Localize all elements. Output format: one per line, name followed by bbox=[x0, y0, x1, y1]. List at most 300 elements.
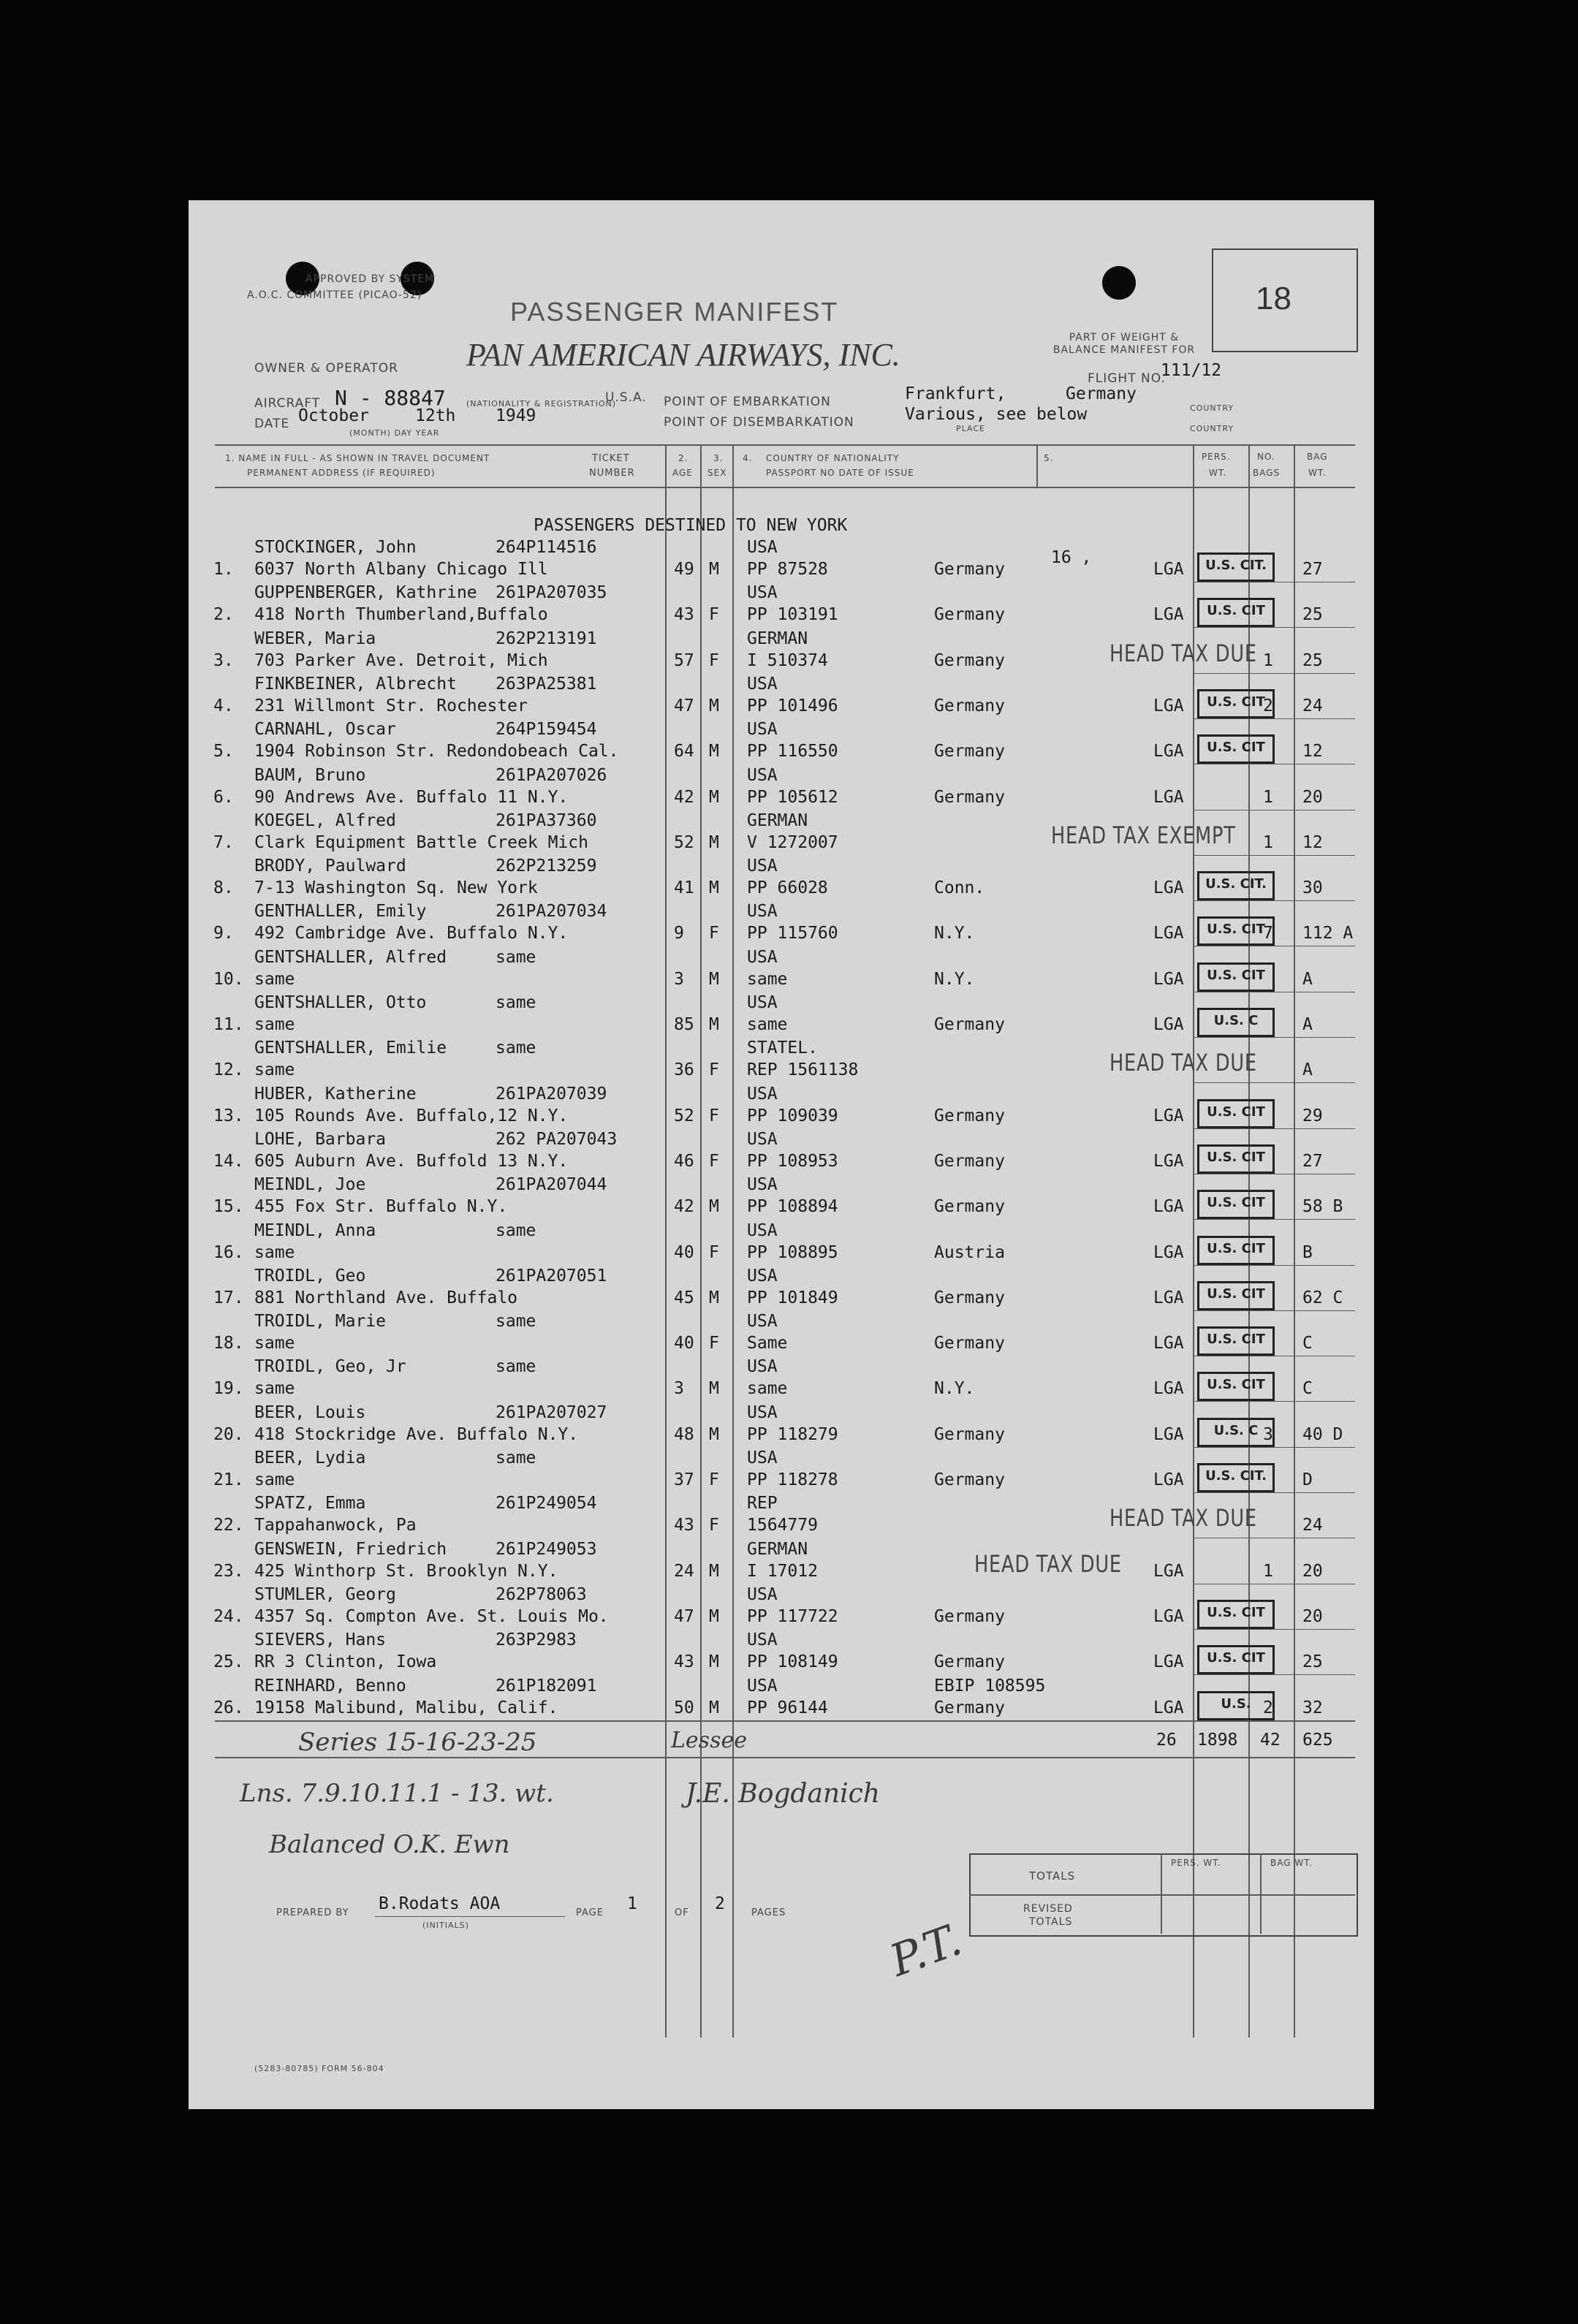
passenger-sex: M bbox=[709, 969, 719, 989]
airport-code: LGA bbox=[1153, 1652, 1184, 1672]
head-tax-stamp: HEAD TAX DUE bbox=[1109, 639, 1257, 667]
part-of-label: PART OF WEIGHT & BALANCE MANIFEST FOR bbox=[1052, 332, 1196, 356]
bag-weight: 62 C bbox=[1302, 1288, 1343, 1307]
total-passenger-count: 26 bbox=[1156, 1731, 1177, 1750]
bag-weight: 27 bbox=[1302, 1151, 1323, 1171]
airport-code: LGA bbox=[1153, 1698, 1184, 1717]
destination: Germany bbox=[934, 696, 1005, 715]
row-separator bbox=[1193, 1629, 1355, 1630]
bag-weight: 20 bbox=[1302, 1606, 1323, 1626]
bag-count: 7 bbox=[1263, 924, 1273, 943]
citizenship-stamp: U.S. CIT bbox=[1197, 1281, 1275, 1310]
committee-note: A.O.C. COMMITTEE (PICAO-52) bbox=[247, 289, 422, 301]
row-number: 7. bbox=[213, 832, 234, 852]
passenger-name: FINKBEINER, Albrecht bbox=[254, 674, 457, 694]
passenger-address: same bbox=[254, 1334, 295, 1353]
destination: Germany bbox=[934, 1652, 1005, 1672]
passport-number: I 510374 bbox=[747, 650, 828, 670]
passenger-sex: F bbox=[709, 924, 719, 943]
passport-number: PP 115760 bbox=[747, 924, 838, 943]
airport-code: LGA bbox=[1153, 1470, 1184, 1489]
destination: Germany bbox=[934, 1106, 1005, 1125]
ticket-number: same bbox=[496, 1448, 536, 1467]
passenger-address: Clark Equipment Battle Creek Mich bbox=[254, 832, 588, 852]
row-number: 2. bbox=[213, 605, 234, 625]
passenger-name: GENTSHALLER, Otto bbox=[254, 993, 427, 1012]
date-year: 1949 bbox=[496, 406, 536, 425]
row-number: 8. bbox=[213, 878, 234, 898]
passenger-address: 418 North Thumberland,Buffalo bbox=[254, 605, 548, 625]
passenger-age: 37 bbox=[674, 1470, 694, 1489]
ticket-number: 261PA37360 bbox=[496, 810, 597, 830]
row-number: 15. bbox=[213, 1197, 244, 1217]
aircraft-registration: N - 88847 bbox=[335, 386, 446, 410]
destination: Germany bbox=[934, 605, 1005, 625]
passenger-age: 47 bbox=[674, 1606, 694, 1626]
airport-code: LGA bbox=[1153, 1106, 1184, 1125]
passenger-address: 1904 Robinson Str. Redondobeach Cal. bbox=[254, 742, 619, 762]
destination: Germany bbox=[934, 1470, 1005, 1489]
embarkation-label: POINT OF EMBARKATION bbox=[664, 395, 831, 409]
handwritten-series-note: Series 15-16-23-25 bbox=[298, 1728, 537, 1757]
passenger-age: 85 bbox=[674, 1015, 694, 1034]
passenger-address: Tappahanwock, Pa bbox=[254, 1516, 417, 1535]
col-bagwt-header: WT. bbox=[1308, 468, 1327, 478]
passenger-name: WEBER, Maria bbox=[254, 629, 376, 648]
ticket-number: 261P249054 bbox=[496, 1494, 597, 1514]
row-number: 22. bbox=[213, 1516, 244, 1535]
citizenship-stamp: U.S. C bbox=[1197, 1008, 1275, 1037]
nationality: GERMAN bbox=[747, 629, 808, 648]
ticket-number: 263P2983 bbox=[496, 1630, 577, 1650]
page-label: PAGE bbox=[576, 1907, 604, 1918]
passenger-age: 48 bbox=[674, 1424, 694, 1444]
passenger-name: MEINDL, Anna bbox=[254, 1220, 376, 1240]
passenger-name: LOHE, Barbara bbox=[254, 1129, 387, 1149]
row-number: 6. bbox=[213, 787, 234, 807]
usa-label: U.S.A. bbox=[605, 390, 647, 405]
airport-code: LGA bbox=[1153, 787, 1184, 807]
airport-code: LGA bbox=[1153, 1015, 1184, 1034]
ticket-number: 264P159454 bbox=[496, 720, 597, 740]
rule-pers bbox=[1193, 444, 1194, 2038]
of-label: OF bbox=[675, 1907, 689, 1918]
ticket-number: same bbox=[496, 1220, 536, 1240]
row-note: 16 , bbox=[1051, 548, 1092, 567]
head-tax-stamp: HEAD TAX DUE bbox=[1109, 1504, 1257, 1533]
totals-label: TOTALS bbox=[1029, 1869, 1076, 1883]
revised-label: REVISED bbox=[1023, 1903, 1073, 1915]
citizenship-stamp: U.S. CIT bbox=[1197, 1372, 1275, 1401]
prepared-by-label: PREPARED BY bbox=[276, 1907, 349, 1918]
col-address-header: PERMANENT ADDRESS (IF REQUIRED) bbox=[247, 468, 436, 478]
passenger-address: 425 Winthorp St. Brooklyn N.Y. bbox=[254, 1561, 558, 1581]
ticket-number: same bbox=[496, 1038, 536, 1058]
nationality: USA bbox=[747, 720, 778, 740]
handwritten-margin-mark: P.T. bbox=[883, 1914, 968, 1987]
ticket-number: 262P213259 bbox=[496, 857, 597, 876]
airport-code: LGA bbox=[1153, 696, 1184, 715]
passenger-address: 7-13 Washington Sq. New York bbox=[254, 878, 538, 898]
airport-code: LGA bbox=[1153, 560, 1184, 579]
bag-wt-label: BAG WT. bbox=[1270, 1858, 1313, 1868]
bag-weight: D bbox=[1302, 1470, 1313, 1489]
nationality: USA bbox=[747, 1312, 778, 1332]
country-label-2: COUNTRY bbox=[1190, 424, 1234, 433]
bag-weight: A bbox=[1302, 1060, 1313, 1080]
disembarkation-label: POINT OF DISEMBARKATION bbox=[664, 415, 854, 430]
date-day: 12th bbox=[415, 406, 456, 425]
destination: Germany bbox=[934, 560, 1005, 579]
row-number: 4. bbox=[213, 696, 234, 715]
row-number: 16. bbox=[213, 1242, 244, 1262]
revised-totals-label: TOTALS bbox=[1029, 1916, 1073, 1928]
nationality: REP bbox=[747, 1494, 778, 1514]
date-sublabels: (MONTH) DAY YEAR bbox=[349, 428, 440, 438]
bag-count: 2 bbox=[1263, 1698, 1273, 1717]
bag-weight: 20 bbox=[1302, 787, 1323, 807]
passenger-name: HUBER, Katherine bbox=[254, 1084, 417, 1104]
destined-header: PASSENGERS DESTINED TO NEW YORK bbox=[534, 516, 848, 535]
ticket-number: 261PA207044 bbox=[496, 1175, 607, 1195]
citizenship-stamp: U.S. CIT bbox=[1197, 1099, 1275, 1128]
citizenship-stamp: U.S. CIT bbox=[1197, 598, 1275, 627]
col-pers-header: PERS. bbox=[1202, 452, 1231, 462]
passenger-age: 3 bbox=[674, 969, 684, 989]
col-ticket-header-2: NUMBER bbox=[589, 468, 635, 479]
passenger-sex: M bbox=[709, 787, 719, 807]
bag-weight: 12 bbox=[1302, 832, 1323, 852]
pages-label: PAGES bbox=[751, 1907, 786, 1918]
passenger-address: same bbox=[254, 1242, 295, 1262]
passenger-name: SPATZ, Emma bbox=[254, 1494, 366, 1514]
totals-rule-bottom bbox=[215, 1757, 1355, 1758]
bag-weight: 12 bbox=[1302, 742, 1323, 762]
passenger-sex: M bbox=[709, 1197, 719, 1217]
passenger-age: 9 bbox=[674, 924, 684, 943]
passport-number: PP 101849 bbox=[747, 1288, 838, 1307]
passenger-name: GENTHALLER, Emily bbox=[254, 902, 427, 922]
totals-box-divider-1 bbox=[1161, 1853, 1162, 1934]
passenger-address: 19158 Malibund, Malibu, Calif. bbox=[254, 1698, 558, 1717]
row-number: 21. bbox=[213, 1470, 244, 1489]
row-number: 3. bbox=[213, 650, 234, 670]
page-title: PASSENGER MANIFEST bbox=[510, 297, 839, 327]
passenger-name: GENSWEIN, Friedrich bbox=[254, 1539, 447, 1559]
passenger-age: 46 bbox=[674, 1151, 694, 1171]
row-number: 13. bbox=[213, 1106, 244, 1125]
passenger-name: BEER, Louis bbox=[254, 1402, 366, 1422]
bag-weight: 112 A bbox=[1302, 924, 1354, 943]
row-number: 11. bbox=[213, 1015, 244, 1034]
totals-box-mid bbox=[969, 1894, 1355, 1896]
passenger-sex: M bbox=[709, 1288, 719, 1307]
col-3-header: 3. bbox=[713, 453, 724, 463]
rule-ticket-age bbox=[665, 444, 667, 2038]
airport-code: LGA bbox=[1153, 742, 1184, 762]
airport-code: LGA bbox=[1153, 1606, 1184, 1626]
airport-code: LGA bbox=[1153, 1151, 1184, 1171]
flight-no-label: FLIGHT NO. bbox=[1088, 371, 1166, 386]
passport-number: PP 116550 bbox=[747, 742, 838, 762]
passport-number: PP 118279 bbox=[747, 1424, 838, 1444]
passenger-address: same bbox=[254, 1060, 295, 1080]
total-bags: 42 bbox=[1260, 1731, 1281, 1750]
row-number: 18. bbox=[213, 1334, 244, 1353]
passenger-age: 24 bbox=[674, 1561, 694, 1581]
citizenship-stamp: U.S. CIT bbox=[1197, 734, 1275, 764]
company-name: PAN AMERICAN AIRWAYS, INC. bbox=[466, 337, 900, 373]
passport-number: same bbox=[747, 1379, 788, 1399]
manifest-page bbox=[189, 200, 1374, 2109]
passenger-age: 57 bbox=[674, 650, 694, 670]
passenger-age: 43 bbox=[674, 1652, 694, 1672]
ticket-number: same bbox=[496, 993, 536, 1012]
passenger-age: 47 bbox=[674, 696, 694, 715]
row-separator bbox=[1193, 1674, 1355, 1675]
destination: N.Y. bbox=[934, 1379, 975, 1399]
nationality: USA bbox=[747, 1676, 778, 1695]
airport-code: LGA bbox=[1153, 1288, 1184, 1307]
nationality: USA bbox=[747, 857, 778, 876]
passenger-address: 881 Northland Ave. Buffalo bbox=[254, 1288, 518, 1307]
ticket-number: 264P114516 bbox=[496, 538, 597, 557]
passenger-name: BRODY, Paulward bbox=[254, 857, 406, 876]
col-bag-header: BAG bbox=[1307, 452, 1328, 462]
citizenship-stamp: U.S. CIT bbox=[1197, 689, 1275, 718]
passport-number: Same bbox=[747, 1334, 788, 1353]
passenger-age: 42 bbox=[674, 1197, 694, 1217]
handwritten-balanced-note: Balanced O.K. Ewn bbox=[269, 1830, 510, 1859]
row-number: 23. bbox=[213, 1561, 244, 1581]
citizenship-stamp: U.S. CIT bbox=[1197, 1645, 1275, 1674]
ticket-number: 261P182091 bbox=[496, 1676, 597, 1695]
col-no-header: NO. bbox=[1257, 452, 1275, 462]
passenger-address: 90 Andrews Ave. Buffalo 11 N.Y. bbox=[254, 787, 569, 807]
passenger-name: BEER, Lydia bbox=[254, 1448, 366, 1467]
col-passport-header: PASSPORT NO DATE OF ISSUE bbox=[766, 468, 914, 478]
passenger-name: GUPPENBERGER, Kathrine bbox=[254, 583, 477, 603]
row-number: 1. bbox=[213, 560, 234, 579]
bag-weight: 25 bbox=[1302, 1652, 1323, 1672]
destination: Germany bbox=[934, 742, 1005, 762]
passenger-age: 43 bbox=[674, 1516, 694, 1535]
bag-weight: 32 bbox=[1302, 1698, 1323, 1717]
passport-number: PP 117722 bbox=[747, 1606, 838, 1626]
row-number: 25. bbox=[213, 1652, 244, 1672]
bag-count: 1 bbox=[1263, 832, 1273, 852]
nationality: USA bbox=[747, 947, 778, 967]
ticket-number: 261P249053 bbox=[496, 1539, 597, 1559]
col-bags-header: BAGS bbox=[1253, 468, 1281, 478]
flight-number: 111/12 bbox=[1161, 361, 1222, 380]
destination: Germany bbox=[934, 1334, 1005, 1353]
passenger-sex: M bbox=[709, 696, 719, 715]
row-separator bbox=[1193, 627, 1355, 628]
passport-number: V 1272007 bbox=[747, 832, 838, 852]
passenger-address: same bbox=[254, 1379, 295, 1399]
ticket-number: 261PA207027 bbox=[496, 1402, 607, 1422]
bag-weight: 20 bbox=[1302, 1561, 1323, 1581]
passenger-sex: M bbox=[709, 742, 719, 762]
passenger-sex: F bbox=[709, 650, 719, 670]
passport-number: PP 101496 bbox=[747, 696, 838, 715]
rule-col5 bbox=[1036, 444, 1038, 488]
ticket-number: 261PA207051 bbox=[496, 1266, 607, 1286]
nationality: USA bbox=[747, 1584, 778, 1604]
row-number: 19. bbox=[213, 1379, 244, 1399]
passenger-age: 40 bbox=[674, 1242, 694, 1262]
page-value: 1 bbox=[627, 1894, 637, 1913]
punch-hole-right bbox=[1102, 266, 1136, 300]
passport-number: 1564779 bbox=[747, 1516, 818, 1535]
ticket-number: 262P78063 bbox=[496, 1584, 587, 1604]
nationality: GERMAN bbox=[747, 810, 808, 830]
passenger-sex: F bbox=[709, 1470, 719, 1489]
row-number: 10. bbox=[213, 969, 244, 989]
handwritten-lessee-note: Lessee bbox=[671, 1728, 747, 1753]
destination: Germany bbox=[934, 1151, 1005, 1171]
row-separator bbox=[1193, 900, 1355, 901]
nationality: USA bbox=[747, 993, 778, 1012]
airport-code: LGA bbox=[1153, 1197, 1184, 1217]
passenger-sex: M bbox=[709, 1561, 719, 1581]
passport-number: I 17012 bbox=[747, 1561, 818, 1581]
passport-number: PP 103191 bbox=[747, 605, 838, 625]
bag-count: 2 bbox=[1263, 696, 1273, 715]
passenger-age: 36 bbox=[674, 1060, 694, 1080]
signature: J.E. Bogdanich bbox=[686, 1779, 880, 1809]
nationality: USA bbox=[747, 1357, 778, 1377]
passenger-address: 605 Auburn Ave. Buffold 13 N.Y. bbox=[254, 1151, 569, 1171]
nationality: USA bbox=[747, 674, 778, 694]
country-label-1: COUNTRY bbox=[1190, 403, 1234, 413]
col-nationality-header: COUNTRY OF NATIONALITY bbox=[766, 453, 900, 463]
prepared-by: B.Rodats AOA bbox=[379, 1894, 501, 1913]
passenger-age: 41 bbox=[674, 878, 694, 898]
passenger-name: BAUM, Bruno bbox=[254, 765, 366, 785]
citizenship-stamp: U.S. CIT bbox=[1197, 962, 1275, 992]
bag-weight: 27 bbox=[1302, 560, 1323, 579]
passport-number: PP 109039 bbox=[747, 1106, 838, 1125]
header-rule-bottom bbox=[215, 487, 1355, 488]
citizenship-stamp: U.S. CIT bbox=[1197, 1600, 1275, 1629]
passenger-address: same bbox=[254, 1015, 295, 1034]
passenger-sex: F bbox=[709, 1106, 719, 1125]
citizenship-stamp: U.S. CIT. bbox=[1197, 552, 1275, 582]
citizenship-stamp: U.S. CIT bbox=[1197, 1236, 1275, 1265]
passenger-name: GENTSHALLER, Alfred bbox=[254, 947, 447, 967]
ticket-number: same bbox=[496, 947, 536, 967]
passenger-address: 703 Parker Ave. Detroit, Mich bbox=[254, 650, 548, 670]
bag-weight: B bbox=[1302, 1242, 1313, 1262]
bag-weight: C bbox=[1302, 1334, 1313, 1353]
nationality: GERMAN bbox=[747, 1539, 808, 1559]
passenger-sex: F bbox=[709, 1151, 719, 1171]
passport-number: PP 108953 bbox=[747, 1151, 838, 1171]
ticket-number: 261PA207035 bbox=[496, 583, 607, 603]
passport-number: PP 108149 bbox=[747, 1652, 838, 1672]
passenger-name: STOCKINGER, John bbox=[254, 538, 417, 557]
passenger-name: REINHARD, Benno bbox=[254, 1676, 406, 1695]
passenger-address: 231 Willmont Str. Rochester bbox=[254, 696, 528, 715]
row-separator bbox=[1193, 1219, 1355, 1220]
passenger-address: 4357 Sq. Compton Ave. St. Louis Mo. bbox=[254, 1606, 609, 1626]
nationality: USA bbox=[747, 1266, 778, 1286]
airport-code: LGA bbox=[1153, 1334, 1184, 1353]
destination: Conn. bbox=[934, 878, 985, 898]
bag-weight: 30 bbox=[1302, 878, 1323, 898]
destination: N.Y. bbox=[934, 924, 975, 943]
destination: Germany bbox=[934, 1015, 1005, 1034]
passenger-sex: F bbox=[709, 1242, 719, 1262]
handwritten-lines-note: Lns. 7.9.10.11.1 - 13. wt. bbox=[240, 1779, 554, 1808]
passport-number: REP 1561138 bbox=[747, 1060, 859, 1080]
passenger-sex: M bbox=[709, 1424, 719, 1444]
prepared-by-line bbox=[375, 1916, 565, 1917]
embarkation-place: Frankfurt, bbox=[905, 384, 1006, 403]
passenger-name: KOEGEL, Alfred bbox=[254, 810, 396, 830]
destination: Germany bbox=[934, 1197, 1005, 1217]
passenger-sex: M bbox=[709, 1652, 719, 1672]
nationality: STATEL. bbox=[747, 1038, 818, 1058]
ticket-number: 262 PA207043 bbox=[496, 1129, 618, 1149]
date-month: October bbox=[298, 406, 369, 425]
airport-code: LGA bbox=[1153, 1561, 1184, 1581]
nationality: USA bbox=[747, 1448, 778, 1467]
total-personal-weight: 1898 bbox=[1197, 1731, 1238, 1750]
passenger-age: 50 bbox=[674, 1698, 694, 1717]
totals-rule bbox=[215, 1720, 1355, 1722]
bag-weight: 29 bbox=[1302, 1106, 1323, 1125]
ticket-number: 261PA207039 bbox=[496, 1084, 607, 1104]
col-5-header: 5. bbox=[1044, 453, 1054, 463]
bag-weight: A bbox=[1302, 1015, 1313, 1034]
place-label: PLACE bbox=[956, 424, 985, 433]
row-separator bbox=[1193, 1447, 1355, 1448]
passenger-age: 52 bbox=[674, 1106, 694, 1125]
passenger-sex: M bbox=[709, 1606, 719, 1626]
airport-code: LGA bbox=[1153, 1379, 1184, 1399]
passenger-sex: M bbox=[709, 878, 719, 898]
row-note: EBIP 108595 bbox=[934, 1676, 1046, 1695]
nationality: USA bbox=[747, 583, 778, 603]
passenger-address: 105 Rounds Ave. Buffalo,12 N.Y. bbox=[254, 1106, 569, 1125]
passenger-name: TROIDL, Geo, Jr bbox=[254, 1357, 406, 1377]
passenger-address: RR 3 Clinton, Iowa bbox=[254, 1652, 437, 1672]
destination: Germany bbox=[934, 1288, 1005, 1307]
bag-count: 3 bbox=[1263, 1424, 1273, 1444]
passenger-name: GENTSHALLER, Emilie bbox=[254, 1038, 447, 1058]
row-number: 14. bbox=[213, 1151, 244, 1171]
bag-weight: 58 B bbox=[1302, 1197, 1343, 1217]
ticket-number: 262P213191 bbox=[496, 629, 597, 648]
citizenship-stamp: U.S. CIT bbox=[1197, 1190, 1275, 1219]
passenger-address: 455 Fox Str. Buffalo N.Y. bbox=[254, 1197, 508, 1217]
ticket-number: same bbox=[496, 1312, 536, 1332]
airport-code: LGA bbox=[1153, 924, 1184, 943]
form-number: (5283-80785) FORM 56-804 bbox=[254, 2064, 384, 2073]
owner-operator-label: OWNER & OPERATOR bbox=[254, 361, 398, 376]
row-separator bbox=[1193, 1082, 1355, 1083]
passport-number: same bbox=[747, 1015, 788, 1034]
initials-label: (INITIALS) bbox=[422, 1921, 469, 1930]
passenger-age: 52 bbox=[674, 832, 694, 852]
passport-number: same bbox=[747, 969, 788, 989]
row-number: 5. bbox=[213, 742, 234, 762]
total-bag-weight: 625 bbox=[1302, 1731, 1333, 1750]
bag-weight: 24 bbox=[1302, 1516, 1323, 1535]
